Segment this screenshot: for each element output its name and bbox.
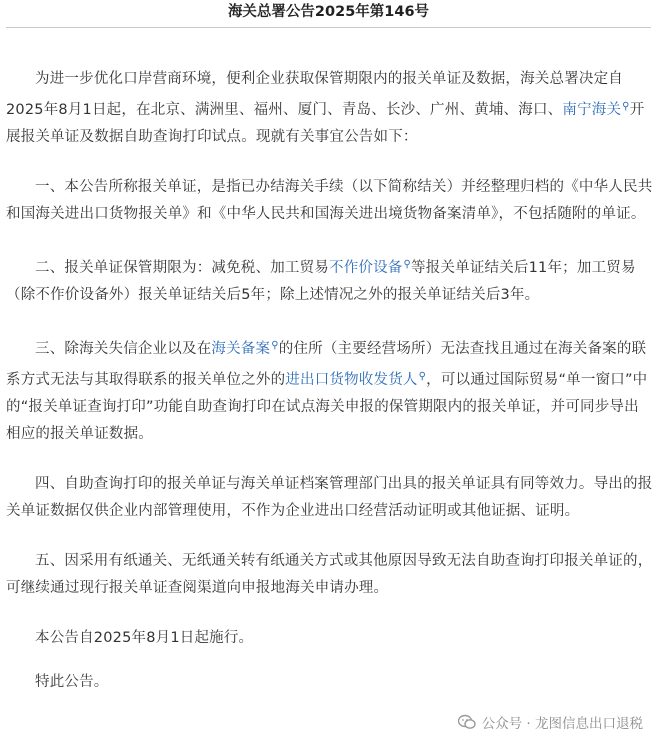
- clause-3: [6, 332, 653, 448]
- clause-4: 四、自助查询打印的报关单证与海关单证档案管理部门出具的报关单证具有同等效力。导出的报关单证数据仅供企业内部管理使用，不作为企业进出口经营活动证明或其他证据、证明。: [6, 476, 653, 519]
- link-consignee-consignor[interactable]: 进出口货物收发货人: [285, 372, 418, 388]
- wechat-icon: [458, 714, 476, 730]
- intro-text-a: 为进一步优化口岸营商环境，便利企业获取保管期限内的报关单证及数据，海关总署决定自2025年8月1日起，在北京、满洲里、福州、厦门、青岛、长沙、广州、黄埔、海口、: [6, 71, 623, 118]
- watermark-text: 公众号 · 龙图信息出口退税: [481, 716, 643, 732]
- clause-2: [6, 251, 653, 309]
- link-nanning-customs[interactable]: 南宁海关: [562, 102, 622, 118]
- clause-2-text-b: 等报关单证结关后11年；加工贸易（除不作价设备外）报关单证结关后5年；除上述情况之外的报关单证结关后3年。: [6, 260, 636, 303]
- clause-3-text-a: 三、除海关失信企业以及在: [35, 341, 212, 357]
- intro-paragraph: [6, 66, 653, 151]
- closing-statement: 特此公告。: [35, 674, 109, 690]
- intro-text-b: 开展报关单证及数据自助查询打印试点。现就有关事宜公告如下：: [6, 102, 645, 145]
- clause-3-text-c: ，可以通过国际贸易“单一窗口”中的“报关单证查询打印”功能自助查询打印在试点海关申报的保管期限内的报关单证，并可同步导出相应的报关单证数据。: [6, 372, 648, 442]
- link-non-priced-equipment[interactable]: 不作价设备: [329, 260, 403, 276]
- clause-2-text-a: 二、报关单证保管期限为：减免税、加工贸易: [35, 260, 329, 276]
- title-divider: [6, 27, 651, 28]
- link-customs-filing[interactable]: 海关备案: [211, 341, 271, 357]
- search-icon[interactable]: ⚲: [622, 101, 630, 112]
- clause-5: 五、因采用有纸通关、无纸通关转有纸通关方式或其他原因导致无法自助查询打印报关单证的，可继续通过现行报关单证查阅渠道向申报地海关申请办理。: [6, 553, 653, 596]
- search-icon[interactable]: ⚲: [418, 371, 427, 382]
- search-icon[interactable]: ⚲: [271, 340, 279, 351]
- clause-3-text-b: 的住所（主要经营场所）无法查找且通过在海关备案的联系方式无法与其取得联系的报关单位之外的: [6, 341, 647, 388]
- search-icon[interactable]: ⚲: [403, 259, 412, 270]
- wechat-watermark: [458, 711, 643, 733]
- announcement-body: [6, 66, 653, 719]
- clause-1: 一、本公告所称报关单证，是指已办结海关手续（以下简称结关）并经整理归档的《中华人民共和国海关进出口货物报关单》和《中华人民共和国海关进出境货物备案清单》，不包括随附的单证。: [6, 179, 653, 222]
- effective-date: 本公告自2025年8月1日起施行。: [35, 630, 254, 646]
- announcement-title: 海关总署公告2025年第146号: [227, 4, 430, 20]
